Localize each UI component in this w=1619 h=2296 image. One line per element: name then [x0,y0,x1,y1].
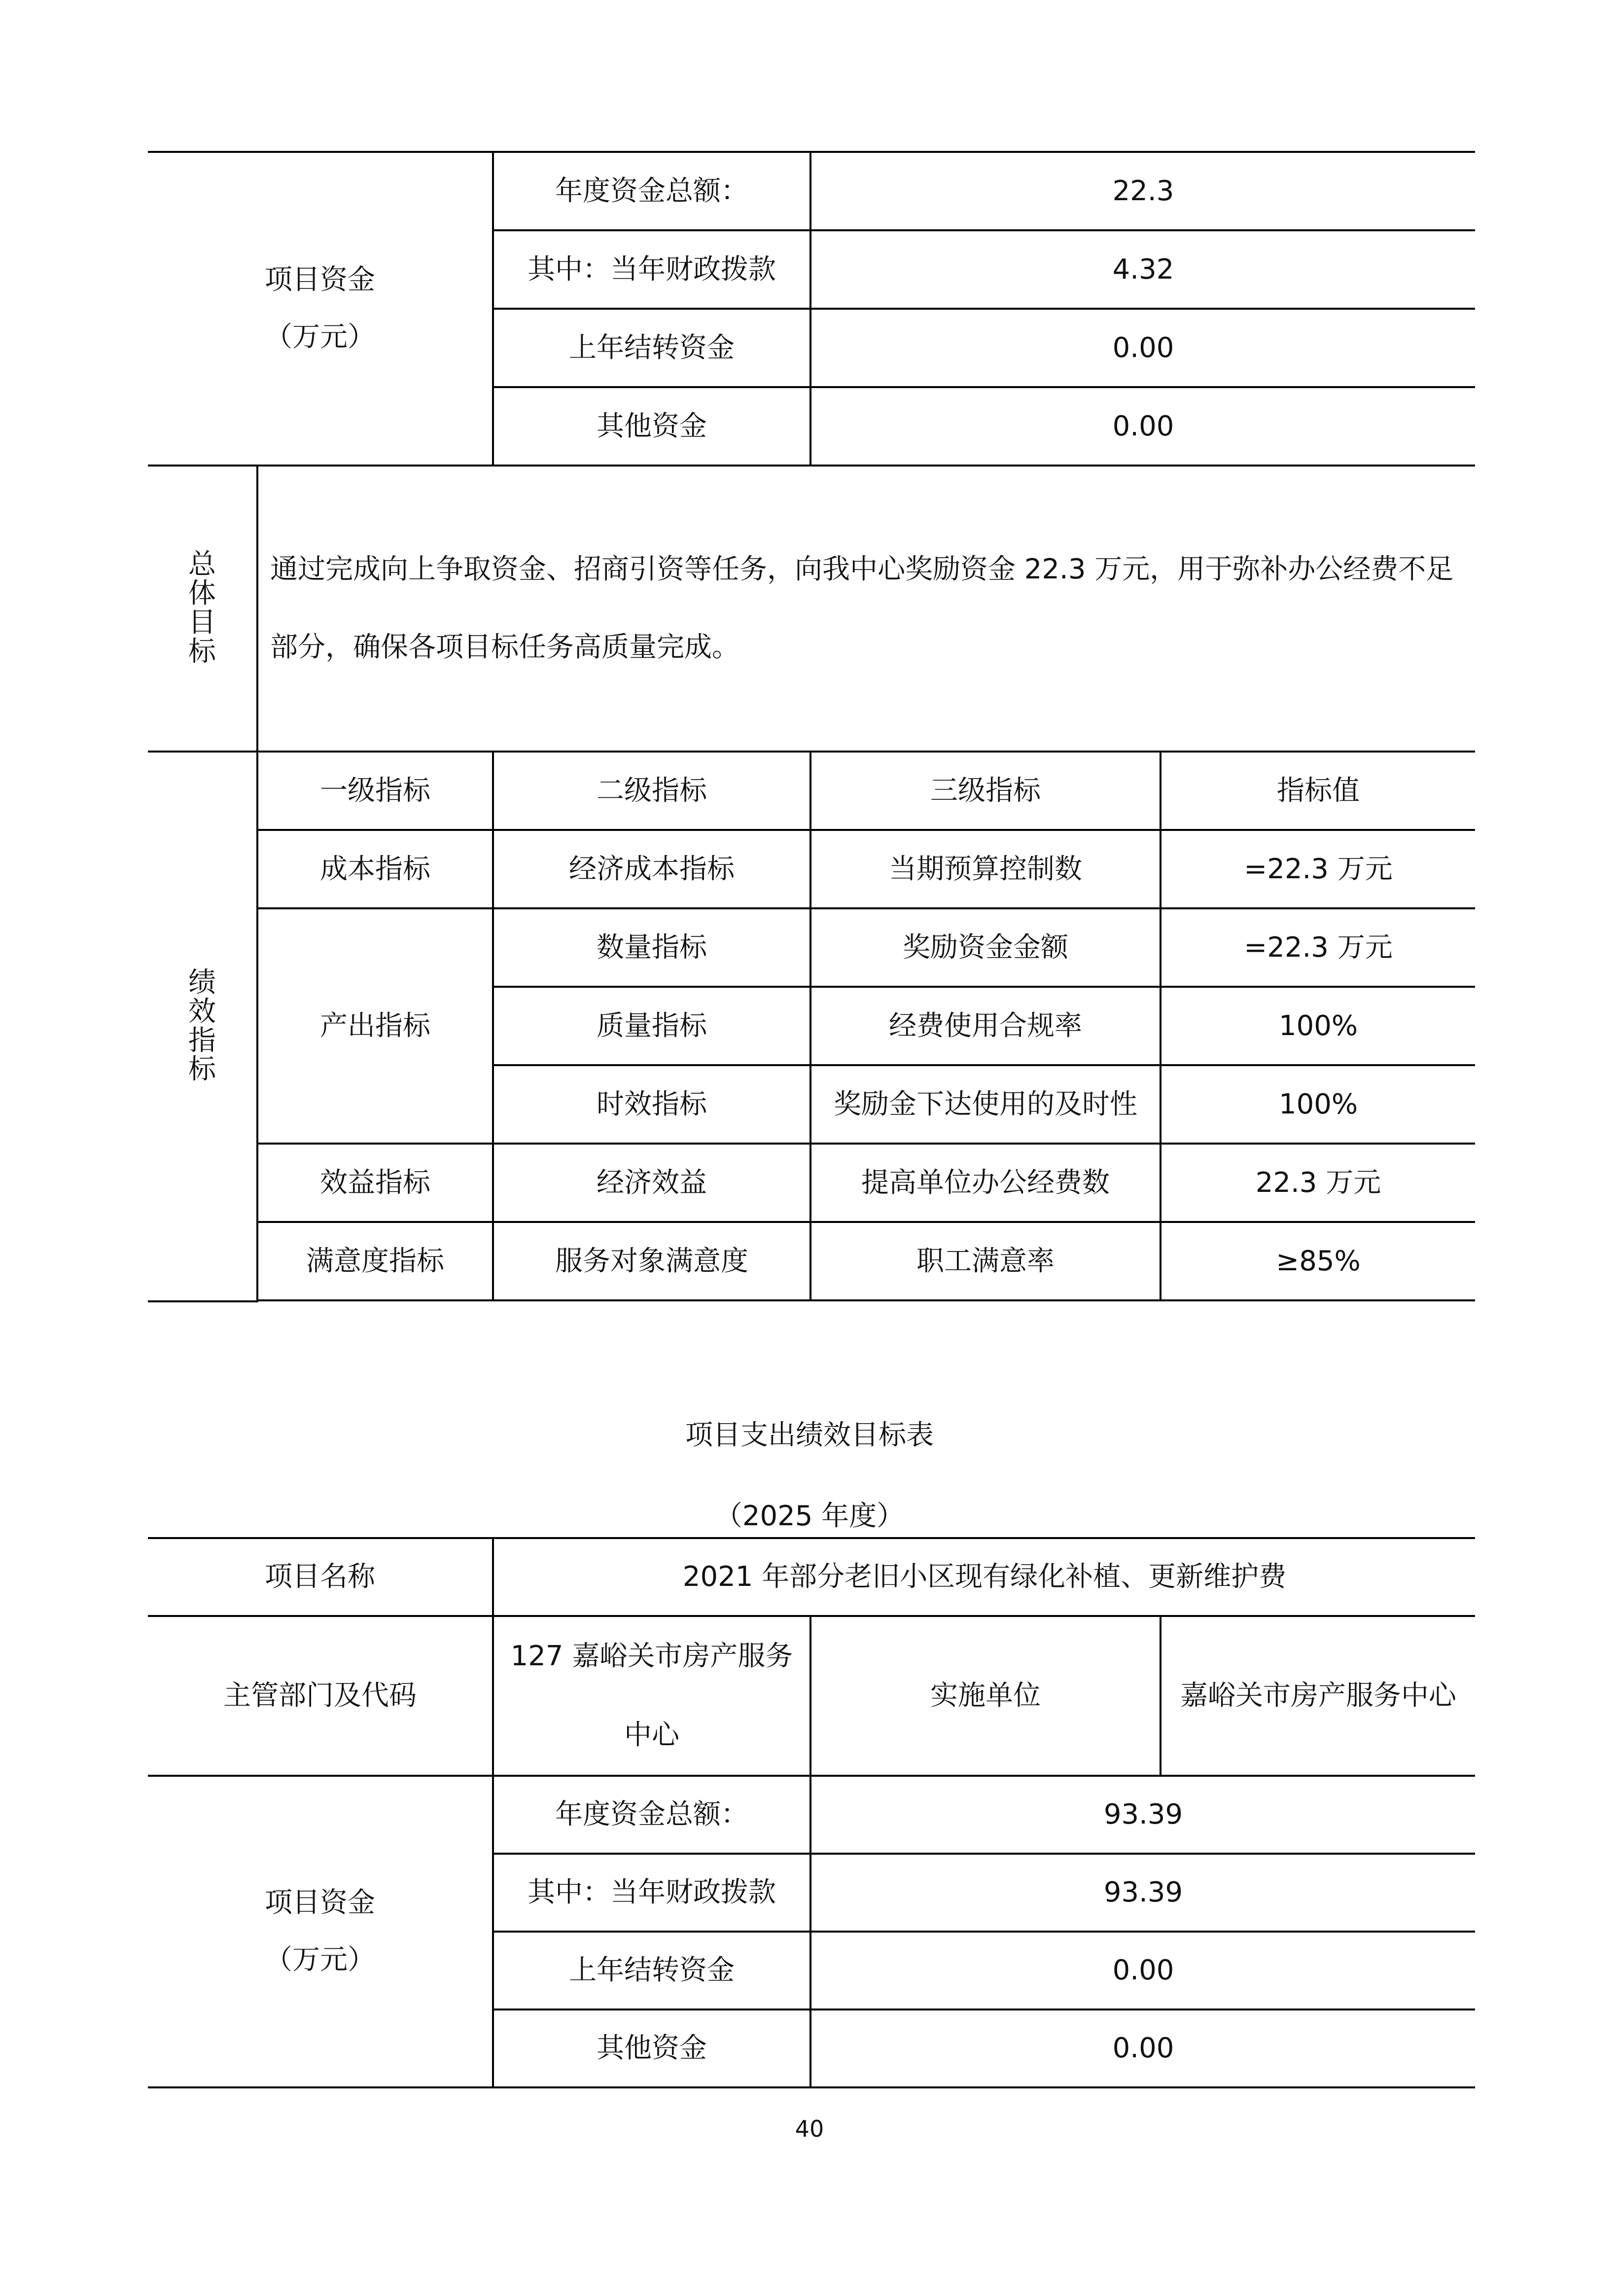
funding-row-value: 0.00 [810,309,1475,387]
funding2-row-value: 93.39 [810,1854,1475,1932]
funding-row-value: 4.32 [810,230,1475,309]
impl-value: 嘉峪关市房产服务中心 [1161,1616,1475,1776]
indicator-header: 一级指标 [257,752,493,830]
funding2-label: 项目资金 [265,1887,375,1919]
project-name-value: 2021 年部分老旧小区现有绿化补植、更新维护费 [493,1538,1475,1616]
indicator-value: 100% [1161,987,1475,1065]
indicator-level2: 数量指标 [493,908,810,987]
impl-label: 实施单位 [810,1616,1161,1776]
funding2-row-value: 93.39 [810,1776,1475,1854]
indicator-level1: 成本指标 [257,830,493,908]
indicator-level2: 时效指标 [493,1065,810,1144]
funding2-label-cell [148,1776,493,2087]
indicator-header: 二级指标 [493,752,810,830]
indicator-level3: 奖励资金金额 [810,908,1161,987]
funding2-row-label: 其他资金 [493,2009,810,2087]
indicator-value: ≥85% [1161,1222,1475,1300]
funding2-row-value: 0.00 [810,1932,1475,2009]
project-name-label: 项目名称 [148,1538,493,1616]
indicator-level1: 产出指标 [257,908,493,1144]
indicator-level3: 奖励金下达使用的及时性 [810,1065,1161,1144]
funding2-row-label: 年度资金总额： [493,1776,810,1854]
project-expense-table [148,1537,1475,2088]
section-year: （2025 年度） [714,1500,905,1532]
indicator-level3: 当期预算控制数 [810,830,1161,908]
funding-row-label: 其他资金 [493,387,810,466]
dept-value: 127 嘉峪关市房产服务中心 [493,1616,810,1776]
goal-label: 总体目标 [188,548,216,668]
indicator-value: 100% [1161,1065,1475,1144]
section-title: 项目支出绩效目标表 [685,1419,934,1451]
funding2-unit: （万元） [265,1944,375,1976]
funding-row-label: 上年结转资金 [493,309,810,387]
goal-text: 通过完成向上争取资金、招商引资等任务，向我中心奖励资金 22.3 万元，用于弥补办公经费不足部分，确保各项目标任务高质量完成。 [257,466,1475,752]
indicator-header: 指标值 [1161,752,1475,830]
indicators-label-cell [148,752,257,1301]
funding2-row-label: 其中：当年财政拨款 [493,1854,810,1932]
indicator-level3: 职工满意率 [810,1222,1161,1300]
indicator-level1: 满意度指标 [257,1222,493,1300]
indicator-level1: 效益指标 [257,1144,493,1222]
indicators-label: 绩效指标 [188,966,216,1086]
indicator-level2: 质量指标 [493,987,810,1065]
goal-label-cell [148,466,257,752]
page-number: 40 [795,2116,824,2142]
funding-row-label: 年度资金总额： [493,152,810,230]
funding-unit: （万元） [265,321,375,353]
indicator-level2: 经济成本指标 [493,830,810,908]
funding-label: 项目资金 [265,264,375,296]
funding-row-label: 其中：当年财政拨款 [493,230,810,309]
funding2-row-value: 0.00 [810,2009,1475,2087]
funding-row-value: 22.3 [810,152,1475,230]
indicator-value: =22.3 万元 [1161,908,1475,987]
indicator-level3: 提高单位办公经费数 [810,1144,1161,1222]
performance-table-continued [148,151,1475,1302]
indicator-value: 22.3 万元 [1161,1144,1475,1222]
indicator-level2: 服务对象满意度 [493,1222,810,1300]
funding-label-cell [148,152,493,466]
indicator-level3: 经费使用合规率 [810,987,1161,1065]
indicator-level2: 经济效益 [493,1144,810,1222]
dept-label: 主管部门及代码 [148,1616,493,1776]
funding-row-value: 0.00 [810,387,1475,466]
indicator-value: =22.3 万元 [1161,830,1475,908]
indicator-header: 三级指标 [810,752,1161,830]
funding2-row-label: 上年结转资金 [493,1932,810,2009]
